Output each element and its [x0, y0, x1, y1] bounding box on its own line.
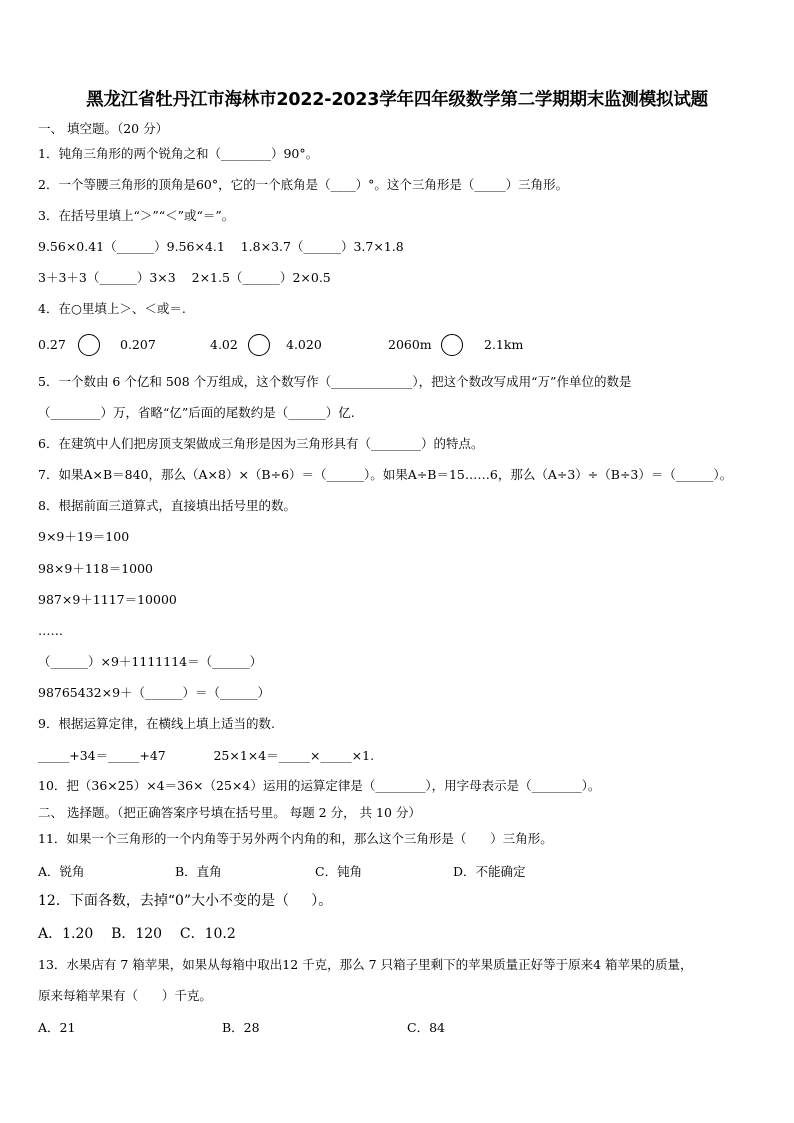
q13-option-a: A．21 [38, 1020, 76, 1035]
question-10: 10．把（36×25）×4＝36×（25×4）运用的运算定律是（________），用字母表示是（________）。 [38, 778, 601, 793]
compare-circle-b [248, 334, 270, 356]
compare-c-right: 2.1km [484, 337, 524, 352]
question-7: 7．如果A×B＝840，那么（A×8）×（B÷6）＝（______）。如果A÷B＝15……6，那么（A÷3）÷（B÷3）＝（______）。 [38, 467, 733, 482]
question-5-line-1: 5．一个数由 6 个亿和 508 个万组成，这个数写作（_____________），把这个数改写成用“万”作单位的数是 [38, 374, 632, 389]
section-heading-fill-in: 一、 填空题。（20 分） [38, 121, 169, 136]
question-8-blank-2: 98765432×9＋（______）＝（______） [38, 685, 271, 700]
question-3-line-1: 9.56×0.41（______）9.56×4.1 1.8×3.7（______）3.7×1.8 [38, 239, 404, 254]
question-6: 6．在建筑中人们把房顶支架做成三角形是因为三角形具有（________）的特点。 [38, 436, 484, 451]
q11-option-d: D．不能确定 [453, 864, 526, 879]
compare-a-left: 0.27 [38, 337, 66, 352]
q12-options: A．1.20 B．120 C．10.2 [38, 926, 236, 942]
question-1: 1．钝角三角形的两个锐角之和（________）90°。 [38, 146, 319, 161]
q13-option-c: C．84 [407, 1020, 445, 1035]
question-11: 11．如果一个三角形的一个内角等于另外两个内角的和，那么这个三角形是（ ）三角形。 [38, 831, 553, 846]
question-13-line-1: 13．水果店有 7 箱苹果，如果从每箱中取出12 千克，那么 7 只箱子里剩下的苹果质量正好等于原来4 箱苹果的质量， [38, 957, 693, 972]
question-9-line: _____+34＝_____+47 25×1×4＝_____×_____×1. [38, 748, 375, 763]
page-title: 黑龙江省牡丹江市海林市2022-2023学年四年级数学第二学期期末监测模拟试题 [86, 90, 708, 110]
q11-option-c: C．钝角 [315, 864, 363, 879]
section-heading-choice: 二、 选择题。（把正确答案序号填在括号里。 每题 2 分， 共 10 分） [38, 805, 421, 820]
question-12: 12．下面各数，去掉“0”大小不变的是（ ）。 [38, 893, 333, 909]
question-8-equation-3: 987×9＋1117＝10000 [38, 592, 177, 607]
question-9: 9．根据运算定律，在横线上填上适当的数. [38, 716, 275, 731]
q13-option-b: B．28 [222, 1020, 260, 1035]
q11-option-a: A．锐角 [38, 864, 85, 879]
q11-option-b: B．直角 [175, 864, 222, 879]
question-4-comparisons [38, 334, 758, 358]
question-13-line-2: 原来每箱苹果有（ ）千克。 [38, 988, 212, 1003]
compare-circle-a [78, 334, 100, 356]
question-4: 4．在○里填上＞、＜或＝. [38, 301, 186, 316]
compare-a-right: 0.207 [120, 337, 156, 352]
compare-circle-c [441, 334, 463, 356]
question-2: 2．一个等腰三角形的顶角是60°，它的一个底角是（____）°。这个三角形是（_____）三角形。 [38, 177, 569, 192]
compare-b-left: 4.02 [210, 337, 238, 352]
question-3-line-2: 3＋3＋3（______）3×3 2×1.5（______）2×0.5 [38, 270, 331, 285]
question-8-ellipsis: …… [38, 623, 63, 638]
compare-c-left: 2060m [388, 337, 432, 352]
question-8-equation-2: 98×9＋118＝1000 [38, 561, 154, 576]
compare-b-right: 4.020 [286, 337, 322, 352]
question-5-line-2: （________）万，省略“亿”后面的尾数约是（______）亿. [38, 405, 355, 420]
question-8-equation-1: 9×9＋19＝100 [38, 529, 130, 544]
question-8-blank-1: （______）×9＋1111114＝（______） [38, 654, 263, 669]
question-8: 8．根据前面三道算式，直接填出括号里的数。 [38, 498, 296, 513]
question-3: 3．在括号里填上“＞”“＜”或“＝”。 [38, 208, 235, 223]
